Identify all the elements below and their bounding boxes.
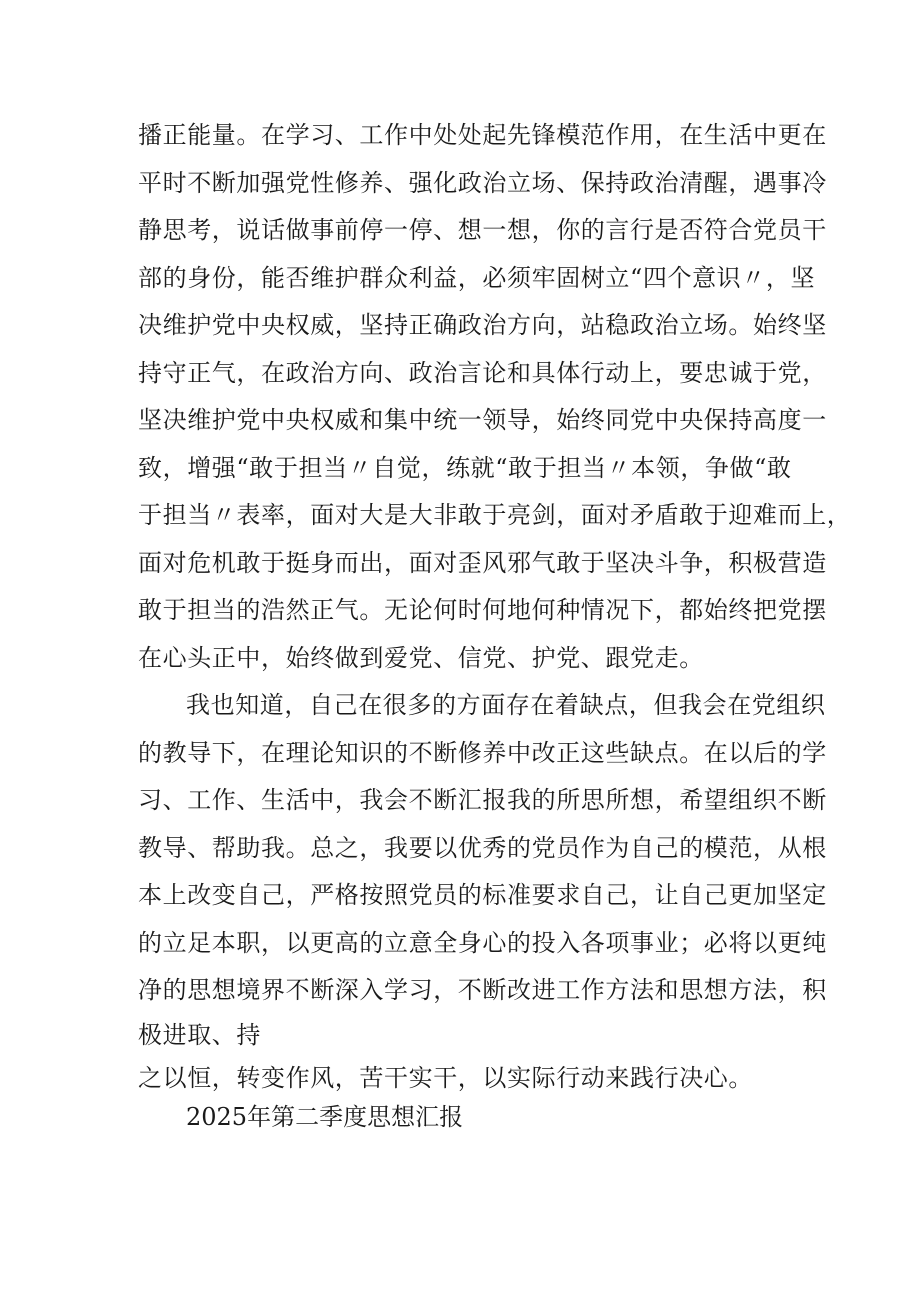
paragraph-1 xyxy=(138,112,852,682)
paragraph-2-line: 的立足本职，以更高的立意全身心的投入各项事业；必将以更纯 xyxy=(138,928,827,957)
paragraph-1-line: 致，增强“敢于担当〃自觉，练就“敢于担当〃本领，争做“敢 xyxy=(138,453,792,482)
paragraph-1-line: 平时不断加强党性修养、强化政治立场、保持政治清醒，遇事冷 xyxy=(138,168,827,197)
paragraph-1-line: 持守正气，在政治方向、政治言论和具体行动上，要忠诚于党， xyxy=(138,358,827,387)
document-body xyxy=(138,112,852,1102)
next-report-title: 2025年第二季度思想汇报 xyxy=(186,1103,464,1131)
paragraph-1-line: 坚决维护党中央权威和集中统一领导，始终同党中央保持高度一 xyxy=(138,406,827,434)
paragraph-2-line: 极进取、持 xyxy=(138,1020,261,1049)
paragraph-2-line: 教导、帮助我。总之，我要以优秀的党员作为自己的模范，从根 xyxy=(138,833,827,862)
paragraph-1-line: 部的身份，能否维护群众利益，必须牢固树立“四个意识〃，坚 xyxy=(138,263,816,292)
paragraph-1-line: 决维护党中央权威，坚持正确政治方向，站稳政治立场。始终坚 xyxy=(138,311,827,339)
paragraph-1-line: 在心头正中，始终做到爱党、信党、护党、跟党走。 xyxy=(138,643,704,672)
paragraph-1-line: 播正能量。在学习、工作中处处起先锋模范作用，在生活中更在 xyxy=(138,121,827,149)
paragraph-1-line: 于担当〃表率，面对大是大非敢于亮剑，面对矛盾敢于迎难而上， xyxy=(138,501,852,529)
paragraph-2-line: 习、工作、生活中，我会不断汇报我的所思所想，希望组织不断 xyxy=(138,786,827,814)
paragraph-1-line: 面对危机敢于挺身而出，面对歪风邪气敢于坚决斗争，积极营造 xyxy=(138,548,827,577)
paragraph-2-line: 本上改变自己，严格按照党员的标准要求自己，让自己更加坚定 xyxy=(138,881,827,909)
paragraph-2-line: 净的思想境界不断深入学习，不断改进工作方法和思想方法，积 xyxy=(138,976,827,1004)
paragraph-2-line: 我也知道，自己在很多的方面存在着缺点，但我会在党组织 xyxy=(186,691,826,719)
paragraph-1-line: 静思考，说话做事前停一停、想一想，你的言行是否符合党员干 xyxy=(138,216,827,244)
paragraph-2 xyxy=(138,682,827,1102)
paragraph-1-line: 敢于担当的浩然正气。无论何时何地何种情况下，都始终把党摆 xyxy=(138,596,827,624)
paragraph-2-line: 之以恒，转变作风，苦干实干，以实际行动来践行决心。 xyxy=(138,1063,753,1092)
paragraph-2-line: 的教导下，在理论知识的不断修养中改正这些缺点。在以后的学 xyxy=(138,738,827,767)
